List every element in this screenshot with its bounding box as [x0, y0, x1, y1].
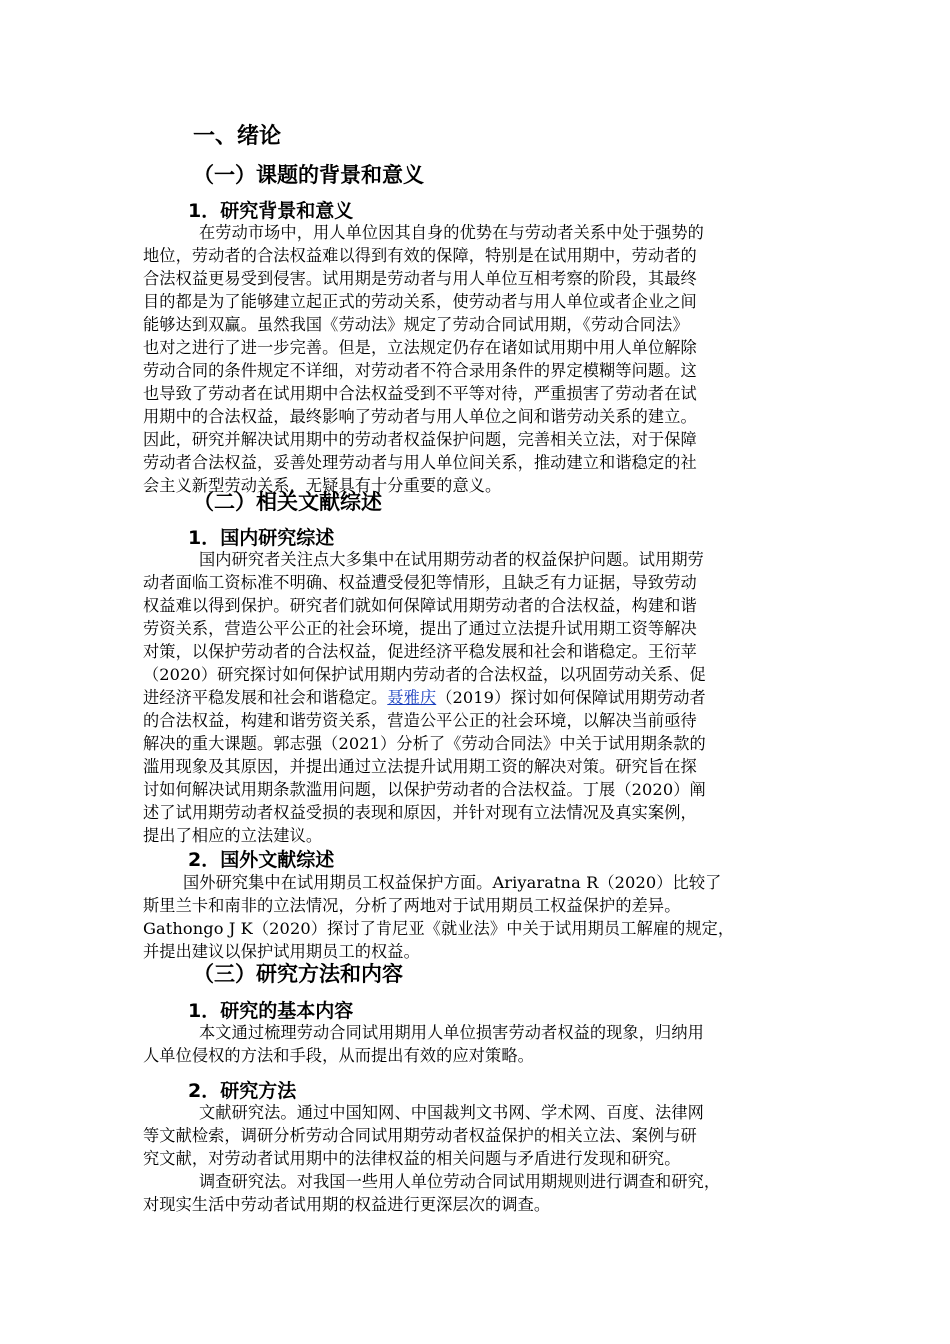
- section-heading-methods: （三）研究方法和内容: [193, 962, 403, 986]
- paragraph-line: 对现实生活中劳动者试用期的权益进行更深层次的调查。: [143, 1195, 551, 1214]
- paragraph-line: 劳动合同的条件规定不详细，对劳动者不符合录用条件的界定模糊等问题。这: [143, 361, 697, 380]
- paragraph-line: 劳动者合法权益，妥善处理劳动者与用人单位间关系，推动建立和谐稳定的社: [143, 453, 697, 472]
- paragraph-line: 述了试用期劳动者权益受损的表现和原因，并针对现有立法情况及真实案例，: [143, 803, 697, 822]
- paragraph-line: 权益难以得到保护。研究者们就如何保障试用期劳动者的合法权益，构建和谐: [143, 596, 697, 615]
- paragraph-line: 斯里兰卡和南非的立法情况，分析了两地对于试用期员工权益保护的差异。: [143, 896, 681, 915]
- paragraph-line: 本文通过梳理劳动合同试用期用人单位损害劳动者权益的现象，归纳用: [199, 1023, 704, 1042]
- line-text-before-link: 进经济平稳发展和社会和谐稳定。: [143, 688, 388, 707]
- paragraph-line: 目的都是为了能够建立起正式的劳动关系，使劳动者与用人单位或者企业之间: [143, 292, 697, 311]
- paragraph-line: 并提出建议以保护试用期员工的权益。: [143, 942, 420, 961]
- paragraph-line: 文献研究法。通过中国知网、中国裁判文书网、学术网、百度、法律网: [199, 1103, 704, 1122]
- paragraph-line: 在劳动市场中，用人单位因其自身的优势在与劳动者关系中处于强势的: [199, 223, 704, 242]
- paragraph-line: 也对之进行了进一步完善。但是，立法规定仍存在诸如试用期中用人单位解除: [143, 338, 697, 357]
- paragraph-line: 会主义新型劳动关系，无疑具有十分重要的意义。: [143, 476, 502, 495]
- subsection-heading-domestic-review: 1．国内研究综述: [188, 527, 335, 549]
- paragraph-line: 人单位侵权的方法和手段，从而提出有效的应对策略。: [143, 1046, 534, 1065]
- paragraph-line: 的合法权益，构建和谐劳资关系，营造公平公正的社会环境，以解决当前亟待: [143, 711, 697, 730]
- line-text-after-link: （2019）探讨如何保障试用期劳动者: [436, 688, 706, 707]
- paragraph-line: 地位，劳动者的合法权益难以得到有效的保障，特别是在试用期中，劳动者的: [143, 246, 697, 265]
- paragraph-line-with-link: [143, 686, 706, 709]
- section-heading-background: （一）课题的背景和意义: [193, 163, 424, 187]
- paragraph-line: 能够达到双赢。虽然我国《劳动法》规定了劳动合同试用期，《劳动合同法》: [143, 315, 689, 334]
- subsection-heading-basic-content: 1．研究的基本内容: [188, 1000, 354, 1022]
- paragraph-line: 也导致了劳动者在试用期中合法权益受到不平等对待，严重损害了劳动者在试: [143, 384, 697, 403]
- author-link[interactable]: 聂雅庆: [387, 688, 437, 707]
- paragraph-line: 国内研究者关注点大多集中在试用期劳动者的权益保护问题。试用期劳: [199, 550, 704, 569]
- paragraph-line: 究文献，对劳动者试用期中的法律权益的相关问题与矛盾进行发现和研究。: [143, 1149, 681, 1168]
- paragraph-line: 合法权益更易受到侵害。试用期是劳动者与用人单位互相考察的阶段，其最终: [143, 269, 697, 288]
- paragraph-line: 劳资关系，营造公平公正的社会环境，提出了通过立法提升试用期工资等解决: [143, 619, 697, 638]
- subsection-heading-methods: 2．研究方法: [188, 1080, 297, 1102]
- paragraph-line: 讨如何解决试用期条款滥用问题，以保护劳动者的合法权益。丁展（2020）阐: [143, 780, 706, 799]
- paragraph-line: 调查研究法。对我国一些用人单位劳动合同试用期规则进行调查和研究，: [199, 1172, 721, 1191]
- paragraph-line: 用期中的合法权益，最终影响了劳动者与用人单位之间和谐劳动关系的建立。: [143, 407, 697, 426]
- chapter-heading: 一、绪论: [193, 124, 282, 149]
- paragraph-line: 滥用现象及其原因，并提出通过立法提升试用期工资的解决对策。研究旨在探: [143, 757, 697, 776]
- paragraph-line: 动者面临工资标准不明确、权益遭受侵犯等情形，且缺乏有力证据，导致劳动: [143, 573, 697, 592]
- paragraph-line: 提出了相应的立法建议。: [143, 826, 323, 845]
- paragraph-line: 等文献检索，调研分析劳动合同试用期劳动者权益保护的相关立法、案例与研: [143, 1126, 697, 1145]
- paragraph-line: （2020）研究探讨如何保护试用期内劳动者的合法权益，以巩固劳动关系、促: [143, 665, 706, 684]
- paragraph-line: 因此，研究并解决试用期中的劳动者权益保护问题，完善相关立法，对于保障: [143, 430, 697, 449]
- paragraph-line: 对策，以保护劳动者的合法权益，促进经济平稳发展和社会和谐稳定。王衍苹: [143, 642, 697, 661]
- subsection-heading-foreign-review: 2．国外文献综述: [188, 849, 335, 871]
- subsection-heading-research-background: 1．研究背景和意义: [188, 200, 354, 222]
- paragraph-line: Gathongo J K（2020）探讨了肯尼亚《就业法》中关于试用期员工解雇的规定，: [143, 919, 735, 938]
- section-heading-literature-review: （二）相关文献综述: [193, 490, 382, 514]
- paragraph-line: 解决的重大课题。郭志强（2021）分析了《劳动合同法》中关于试用期条款的: [143, 734, 706, 753]
- paragraph-line: 国外研究集中在试用期员工权益保护方面。Ariyaratna R（2020）比较了: [183, 873, 722, 892]
